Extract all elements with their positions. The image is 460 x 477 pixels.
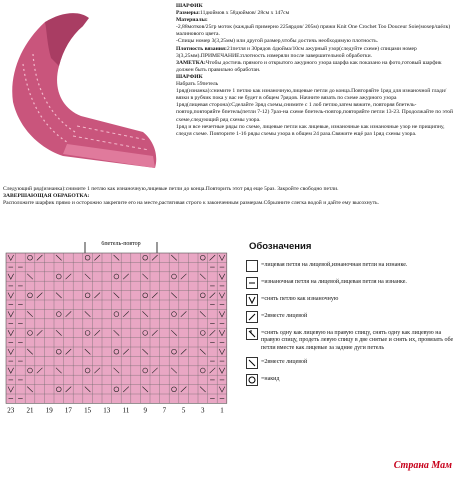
title: ШАРФИК: [176, 3, 203, 9]
slip-stitch-icon: [246, 294, 258, 306]
blank-stitch-icon: [246, 260, 258, 272]
purl-dash-icon: [246, 277, 258, 289]
column-number: 21: [26, 406, 34, 415]
next-row: [3, 186, 457, 193]
column-number: 7: [162, 406, 167, 415]
sk2p-icon: [246, 328, 258, 340]
row-rs: [176, 102, 458, 123]
size-value: 11дюймов х 58дюймов/ 28см х 147см: [200, 10, 290, 17]
row-rs-label: 1ряд(лицевая сторона):: [176, 102, 232, 109]
ssk-icon: [246, 357, 258, 369]
gauge-value: 21петля и 30рядов 4дюйма/10см ажурный узор(следуйте схеме) спицами номер 3(3,25мм).ПРИМЕЧАНИЕ:плотность измеряли после завершительной обработки.: [176, 45, 417, 59]
note-label: ЗАМЕТКА:: [176, 59, 206, 66]
column-number: 5: [181, 406, 186, 415]
legend-item: [246, 277, 456, 289]
legend-title: Обозначения: [249, 241, 312, 252]
column-number: 17: [64, 406, 72, 415]
materials-2: -Спицы номер 3(3,25мм) или другой размер,чтобы достичь необходимую плотность.: [176, 38, 379, 45]
gauge-label: Плотность вязания:: [176, 45, 227, 52]
legend-item: [246, 328, 456, 352]
legend-text: =2вместе лицевой: [261, 358, 308, 365]
column-number: 19: [45, 406, 53, 415]
legend-item: [246, 294, 456, 306]
legend-text: =лицевая петля на лицевой,изнаночная петли на изнанке.: [261, 262, 408, 269]
next-row-value: снимите 1 петлю как изнаночную,лицевые петли до конца.Повторить этот ряд еще 5раз. Закройте свободно петли.: [65, 186, 339, 192]
legend-item: [246, 374, 456, 386]
size: [176, 10, 458, 17]
column-number: 11: [122, 406, 130, 415]
row-rs-value: Сделайте 3ряд схемы,снимите с 1 лоб петлю,затем вяжите, повторяя бпетель-повтор,повторяйте бпетель(петли 7-12) 7раз-на схеме бпетель-повтор,повторяйте петли 13-23. Продолжайте по этой схеме,следующий ряд схемы узора.: [176, 102, 454, 123]
row-1: [176, 88, 458, 102]
instructions: [176, 3, 458, 138]
materials-1: -2,88мотков/25гр моток (каждый примерно 225ярдов/ 205м) пряжи Knit One Crochet Too Douceur Soie(мохер/шёлк) малинового цвета.: [176, 24, 451, 38]
row-1-label: 1ряд(изнанка):: [176, 88, 212, 95]
chart-grid: [6, 253, 227, 403]
legend-text: =снять петлю как изнаночную: [261, 296, 339, 303]
finish-value: Расположите шарфик прямо и осторожно закрепите его на месте,растягивая строго к законченным размерам.Сбрызните слегка водой и дайте ему высохнуть.: [3, 200, 379, 207]
legend-text: =2вместе лицевой: [261, 313, 308, 320]
watermark: Страна Мам: [393, 460, 452, 471]
finish-label: ЗАВЕРШАЮЩАЯ ОБРАБОТКА:: [3, 193, 90, 200]
scarf-photo: [3, 4, 171, 172]
legend-text: =снять одну как лицевую на правую спицу, снять одну как лицевую на правую спицу, продеть левую спицу в две снятые и снять их, провязать обе петли вместе как лицевые за задние дуги петель: [261, 330, 454, 351]
legend-text: =накид: [261, 375, 280, 382]
yarn-over-icon: [246, 374, 258, 386]
cast-on: Набрать 59петель: [176, 81, 219, 88]
finishing-instructions: [3, 186, 457, 207]
column-number: 9: [143, 406, 147, 415]
knitting-chart: [3, 239, 235, 417]
title-2: ШАРФИК: [176, 73, 203, 80]
column-number: 23: [7, 406, 15, 415]
materials-label: Материалы:: [176, 17, 208, 24]
legend-item: [246, 311, 456, 323]
next-row-label: Следующий ряд(изнанка):: [3, 186, 66, 192]
row-1-value: снимите 1 петлю как изнаночную,лицевые петли до конца.Повторяйте 1ряд для изнаночной глади/вязки в рубчик пока у вас не будет в общем 7рядов. Начните вязать по схеме ажурного узора: [176, 88, 447, 102]
legend: [246, 243, 456, 391]
legend-item: [246, 260, 456, 272]
column-number: 13: [103, 406, 111, 415]
size-label: Размеры:: [176, 10, 201, 17]
gauge: [176, 46, 458, 60]
note: [176, 60, 458, 74]
k2tog-icon: [246, 311, 258, 323]
column-number: 1: [220, 406, 224, 415]
column-number: 3: [201, 406, 205, 415]
repeat-label: 6петель-повтор: [101, 241, 141, 247]
legend-item: [246, 357, 456, 369]
column-numbers: [7, 406, 224, 414]
row-more: 1ряд и все нечетные ряды по схеме, лицевые петли как лицевые, изнаночные как изнаночные узор не прищипну, следуя схеме. Повторите 1-16 ряды схемы узора в общем 24 раза.Свяжите ещё раз 1ряд схемы узора.: [176, 123, 445, 137]
legend-text: =изнаночная петля на лицевой,лицевая петля на изнанке.: [261, 279, 407, 286]
column-number: 15: [84, 406, 92, 415]
note-value: Чтобы достичь прямого и открытого ажурного узора шарфа как показано на фото,готовый шарфик должен быть правильно обработан.: [176, 59, 442, 73]
